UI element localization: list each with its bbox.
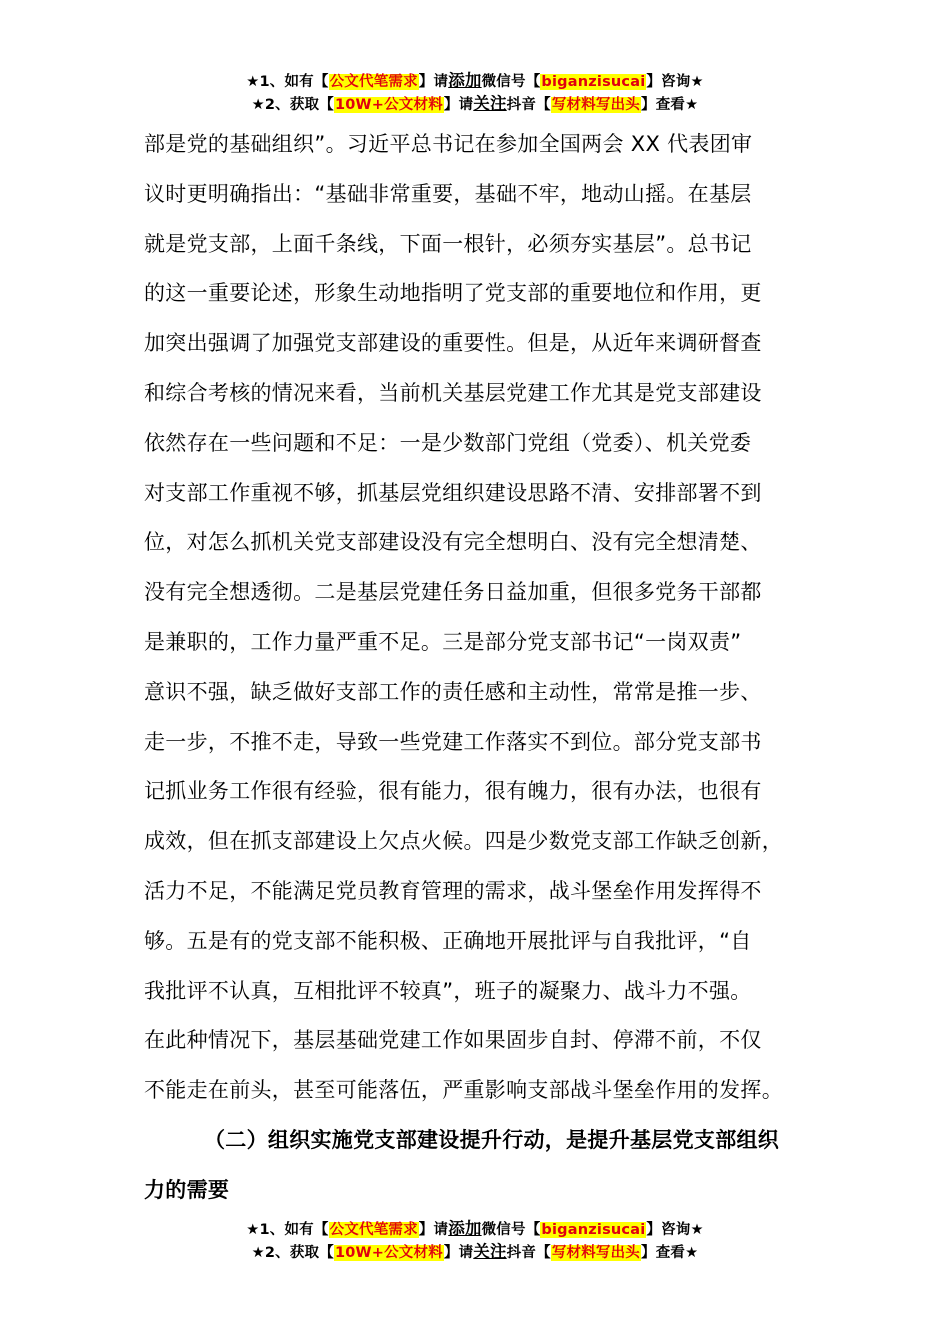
banner-line-1 bbox=[0, 1218, 950, 1241]
banner-text: 】请 bbox=[418, 1222, 449, 1238]
body-line: 的这一重要论述，形象生动地指明了党支部的重要地位和作用，更 bbox=[144, 281, 762, 306]
body-line: 对支部工作重视不够，抓基层党组织建设思路不清、安排部署不到 bbox=[144, 480, 762, 505]
banner-text: 】查看★ bbox=[641, 1245, 699, 1261]
banner-text: 】请 bbox=[443, 97, 474, 113]
banner-line-2 bbox=[0, 1241, 950, 1264]
banner-emphasis: 添加 bbox=[448, 71, 482, 90]
highlight-wechat-id: biganzisucai bbox=[541, 1222, 646, 1238]
body-line: 活力不足，不能满足党员教育管理的需求，战斗堡垒作用发挥得不 bbox=[144, 878, 762, 903]
body-line: 没有完全想透彻。二是基层党建任务日益加重，但很多党务干部都 bbox=[144, 580, 762, 605]
highlight-douyin: 写材料写出头 bbox=[551, 1245, 641, 1261]
highlight-materials: 10W+公文材料 bbox=[334, 1245, 443, 1261]
banner-text: 】咨询★ bbox=[646, 74, 704, 90]
banner-text: ★1、如有【 bbox=[246, 1222, 329, 1238]
body-line: 就是党支部，上面千条线，下面一根针，必须夯实基层”。总书记 bbox=[144, 231, 752, 256]
highlight-service: 公文代笔需求 bbox=[329, 74, 418, 90]
body-line: 记抓业务工作很有经验，很有能力，很有魄力，很有办法，也很有 bbox=[144, 779, 762, 804]
body-line: 和综合考核的情况来看，当前机关基层党建工作尤其是党支部建设 bbox=[144, 380, 762, 405]
body-line: 依然存在一些问题和不足：一是少数部门党组（党委）、机关党委 bbox=[144, 430, 752, 455]
banner-text: 微信号【 bbox=[481, 74, 541, 90]
highlight-wechat-id: biganzisucai bbox=[541, 74, 646, 90]
body-line: 够。五是有的党支部不能积极、正确地开展批评与自我批评，“自 bbox=[144, 928, 752, 953]
banner-emphasis: 关注 bbox=[473, 94, 507, 113]
banner-text: 抖音【 bbox=[506, 1245, 551, 1261]
top-banner bbox=[0, 70, 950, 116]
section-heading-cont: 力的需要 bbox=[144, 1177, 230, 1202]
banner-text: 微信号【 bbox=[481, 1222, 541, 1238]
section-heading: （二）组织实施党支部建设提升行动，是提升基层党支部组织 bbox=[204, 1127, 780, 1152]
banner-text: ★2、获取【 bbox=[251, 1245, 334, 1261]
body-line: 位，对怎么抓机关党支部建设没有完全想明白、没有完全想清楚、 bbox=[144, 530, 762, 555]
banner-text: 】请 bbox=[418, 74, 449, 90]
highlight-douyin: 写材料写出头 bbox=[551, 97, 641, 113]
document-body bbox=[144, 120, 834, 1216]
banner-text: 抖音【 bbox=[506, 97, 551, 113]
banner-line-1 bbox=[0, 70, 950, 93]
body-line: 议时更明确指出：“基础非常重要，基础不牢，地动山摇。在基层 bbox=[144, 181, 752, 206]
banner-emphasis: 关注 bbox=[473, 1242, 507, 1261]
highlight-service: 公文代笔需求 bbox=[329, 1222, 418, 1238]
body-line: 成效，但在抓支部建设上欠点火候。四是少数党支部工作缺乏创新， bbox=[144, 829, 783, 854]
banner-text: 】咨询★ bbox=[646, 1222, 704, 1238]
body-line: 我批评不认真，互相批评不较真”，班子的凝聚力、战斗力不强。 bbox=[144, 978, 752, 1003]
body-line: 走一步，不推不走，导致一些党建工作落实不到位。部分党支部书 bbox=[144, 729, 762, 754]
bottom-banner bbox=[0, 1218, 950, 1264]
banner-emphasis: 添加 bbox=[448, 1219, 482, 1238]
banner-text: ★1、如有【 bbox=[246, 74, 329, 90]
body-line: 不能走在前头，甚至可能落伍，严重影响支部战斗堡垒作用的发挥。 bbox=[144, 1078, 783, 1103]
banner-text: 】查看★ bbox=[641, 97, 699, 113]
banner-line-2 bbox=[0, 93, 950, 116]
body-line: 是兼职的，工作力量严重不足。三是部分党支部书记“一岗双责” bbox=[144, 629, 742, 654]
body-line: 部是党的基础组织”。习近平总书记在参加全国两会 XX 代表团审 bbox=[144, 132, 753, 156]
body-line: 意识不强，缺乏做好支部工作的责任感和主动性，常常是推一步、 bbox=[144, 679, 762, 704]
highlight-materials: 10W+公文材料 bbox=[334, 97, 443, 113]
body-line: 加突出强调了加强党支部建设的重要性。但是，从近年来调研督查 bbox=[144, 331, 762, 356]
banner-text: 】请 bbox=[443, 1245, 474, 1261]
body-line: 在此种情况下，基层基础党建工作如果固步自封、停滞不前，不仅 bbox=[144, 1028, 762, 1053]
banner-text: ★2、获取【 bbox=[251, 97, 334, 113]
